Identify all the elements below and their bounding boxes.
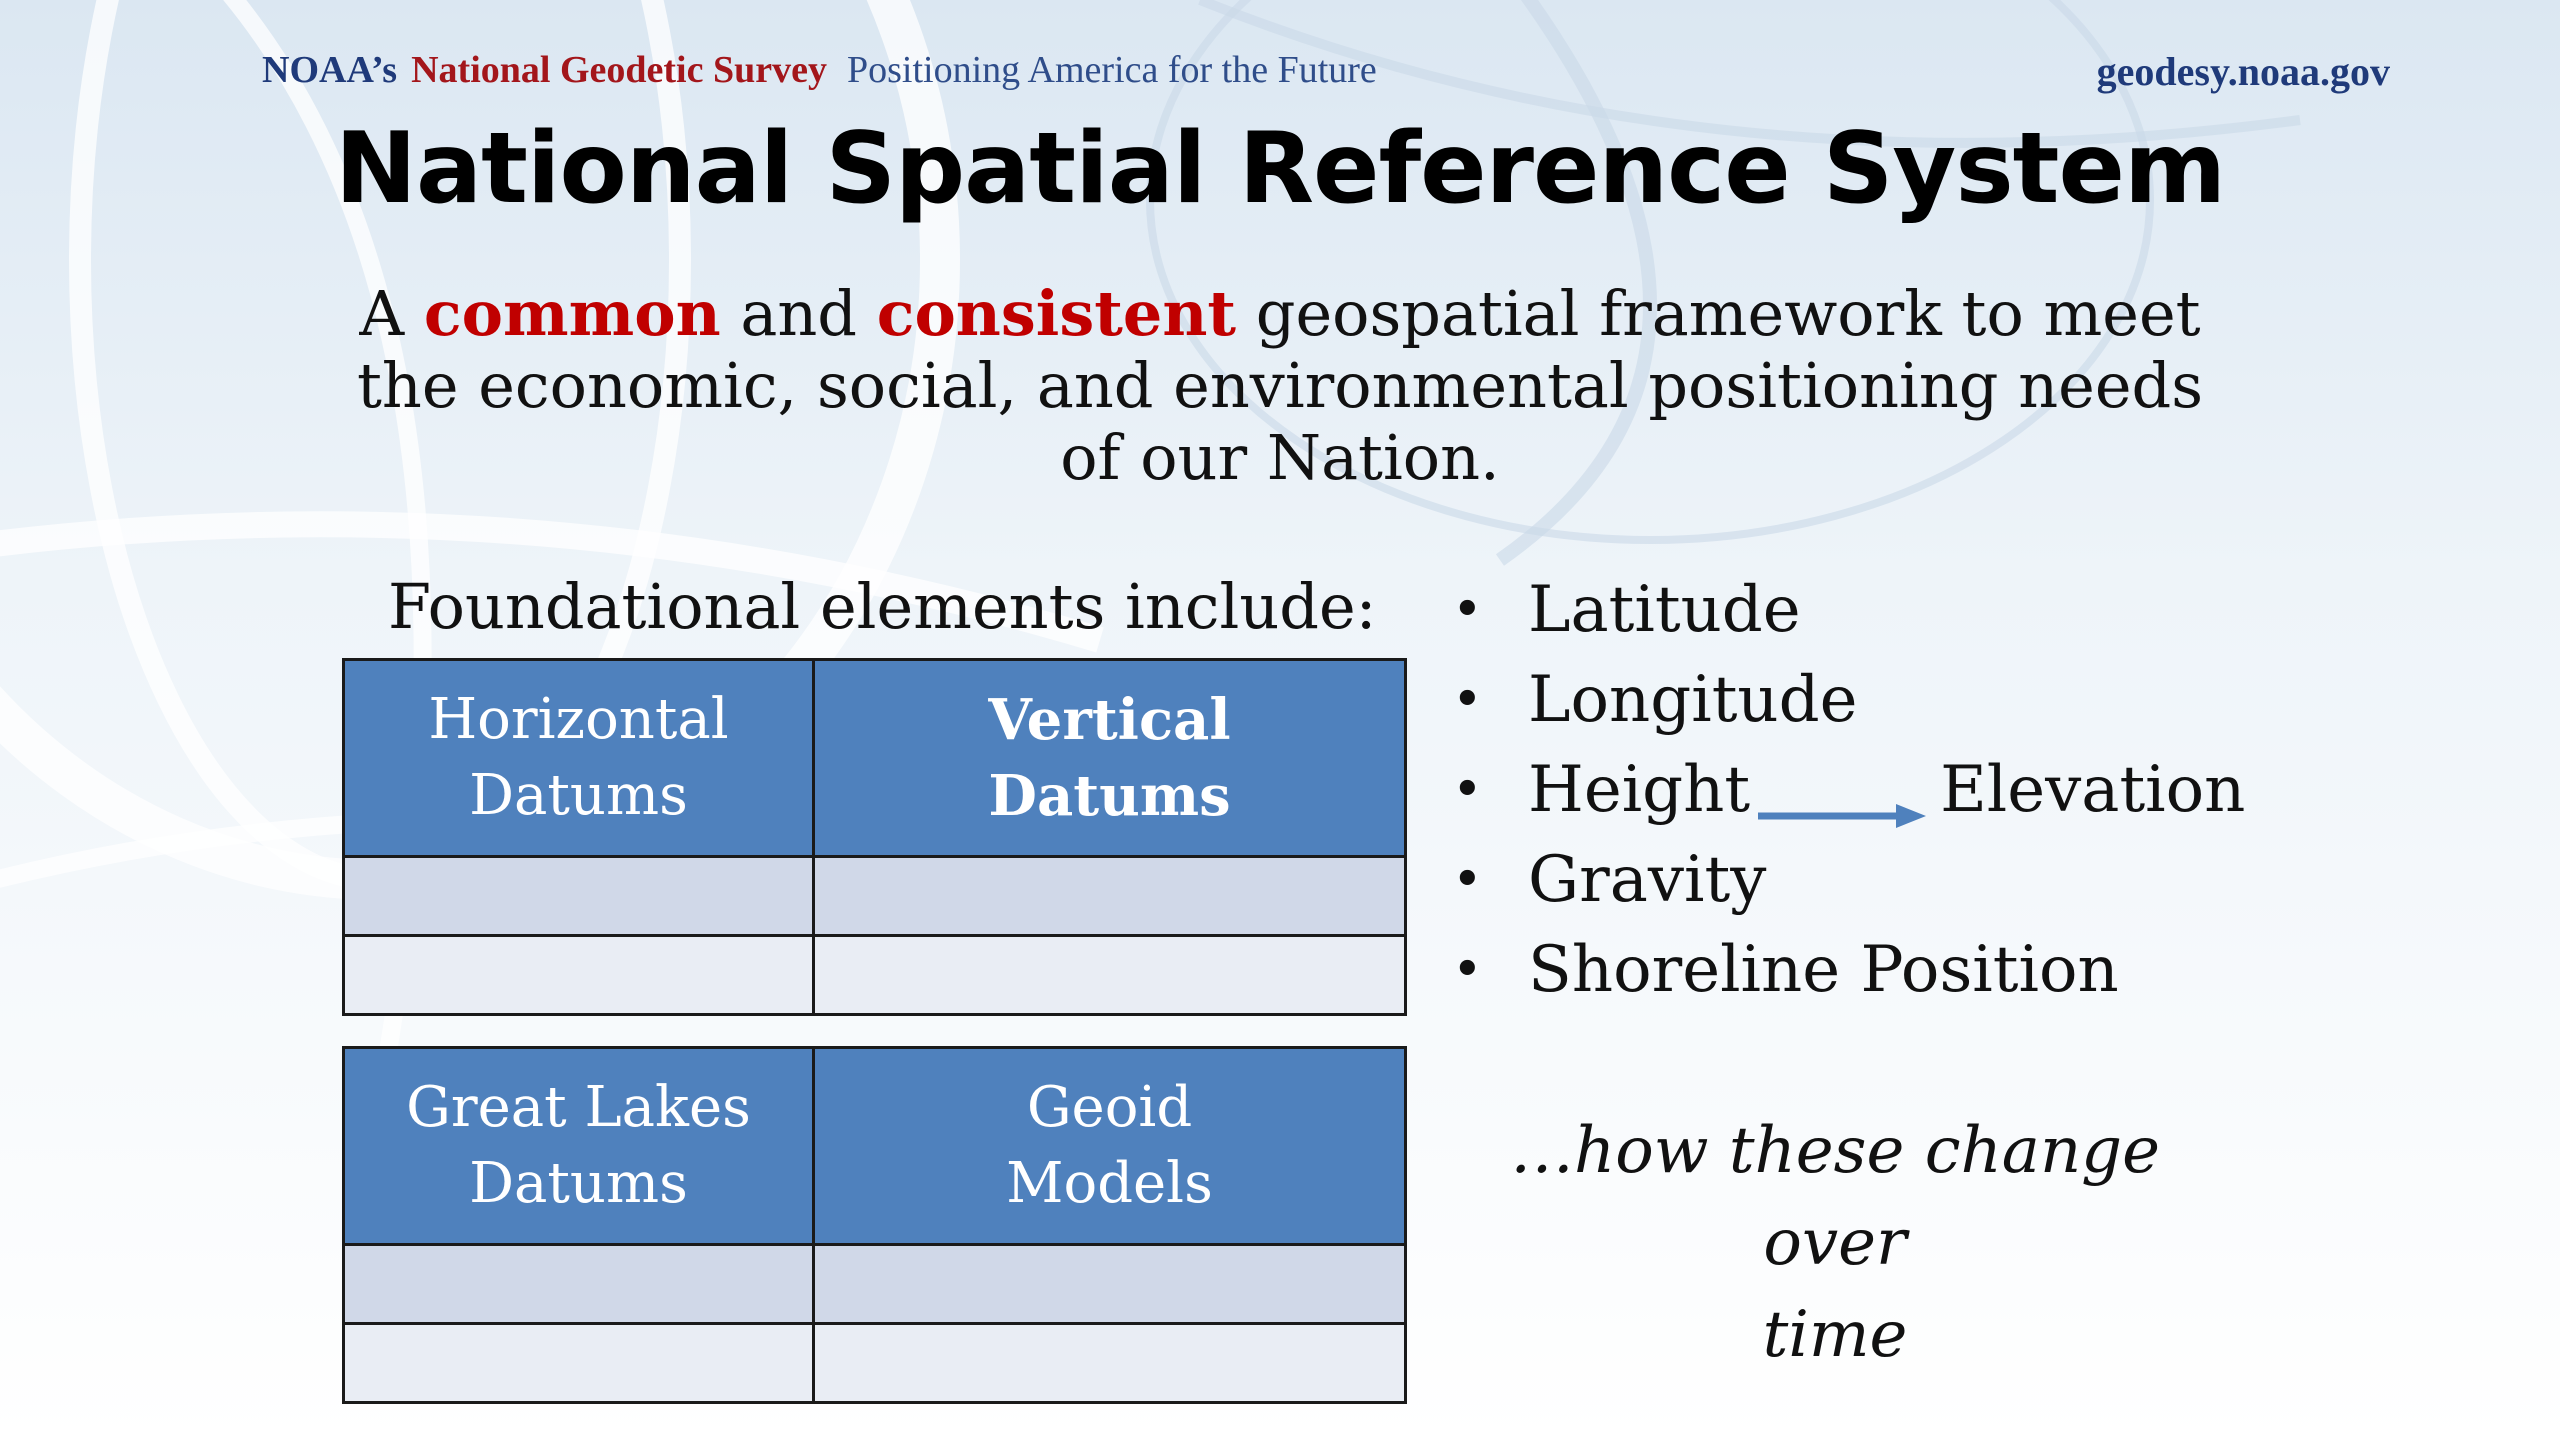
cell-great-lakes-datums: Great Lakes Datums	[344, 1048, 814, 1245]
table-cell-empty	[814, 1324, 1406, 1403]
table-cell-empty	[344, 857, 814, 936]
subtitle-line-1: A common and consistent geospatial framework to meet	[359, 277, 2201, 350]
elevation-label: Elevation	[1940, 753, 2246, 827]
header-tagline: Positioning America for the Future	[846, 49, 1377, 91]
emphasis-consistent: consistent	[876, 277, 1237, 350]
list-item: • Shoreline Position	[1452, 930, 2245, 1020]
change-over-time-note: …how these change over time	[1509, 1114, 2161, 1372]
bullet-icon: •	[1452, 670, 1483, 730]
table-cell-empty	[814, 936, 1406, 1015]
list-item: • Longitude	[1452, 660, 2245, 750]
header-branding	[262, 48, 1377, 98]
header-website: geodesy.noaa.gov	[2096, 49, 2390, 94]
bullet-icon: •	[1452, 580, 1483, 640]
slide-subtitle	[300, 278, 2260, 494]
bullet-icon: •	[1452, 940, 1483, 1000]
table-cell-empty	[344, 936, 814, 1015]
table-cell-empty	[344, 1324, 814, 1403]
arrow-right-icon	[1758, 775, 1928, 815]
table-cell-empty	[344, 1245, 814, 1324]
subtitle-line-2: the economic, social, and environmental positioning needs	[356, 349, 2204, 422]
datum-table-1	[342, 658, 1407, 1016]
bullet-icon: •	[1452, 850, 1483, 910]
cell-horizontal-datums: Horizontal Datums	[344, 660, 814, 857]
header-org: NOAA’s	[262, 49, 398, 91]
slide-title: National Spatial Reference System	[334, 112, 2226, 226]
bullet-icon: •	[1452, 760, 1483, 820]
list-item: • Gravity	[1452, 840, 2245, 930]
emphasis-common: common	[423, 277, 721, 350]
cell-vertical-datums: Vertical Datums	[814, 660, 1406, 857]
list-item: • Latitude	[1452, 570, 2245, 660]
table-cell-empty	[814, 1245, 1406, 1324]
datum-table-2	[342, 1046, 1407, 1404]
foundational-elements-label: Foundational elements include:	[388, 570, 1377, 643]
table-cell-empty	[814, 857, 1406, 936]
list-item: • Height Elevation	[1452, 750, 2245, 840]
subtitle-line-3: of our Nation.	[1060, 421, 1500, 494]
cell-geoid-models: Geoid Models	[814, 1048, 1406, 1245]
header-survey-name: National Geodetic Survey	[411, 49, 827, 91]
element-bullet-list	[1452, 570, 2245, 1020]
